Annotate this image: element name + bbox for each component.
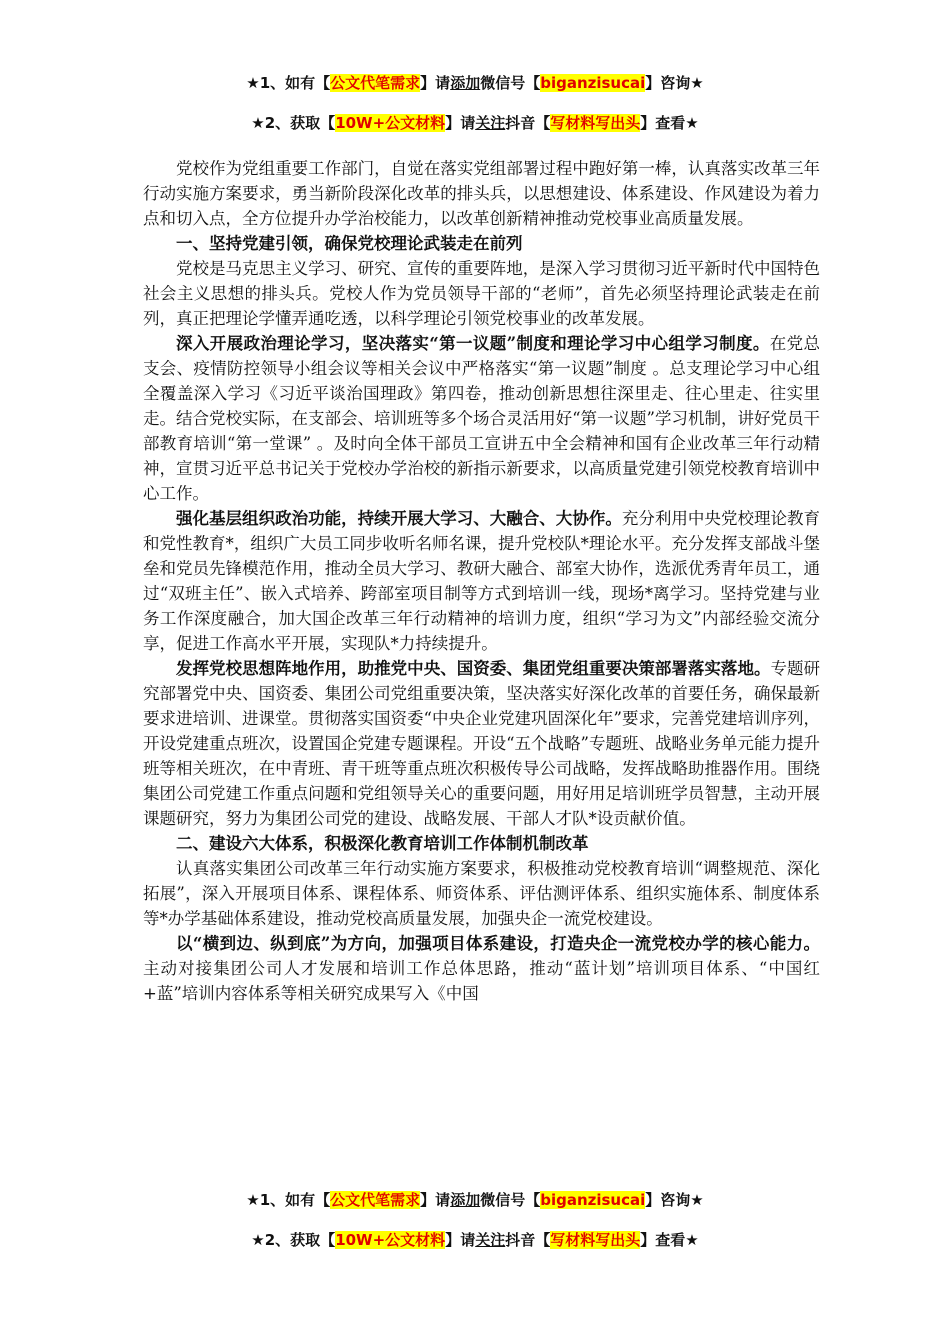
banner-highlight: biganzisucai — [540, 74, 646, 92]
promo-banner-bottom-2 — [0, 1229, 950, 1250]
paragraph-text: 充分利用中央党校理论教育和党性教育*，组织广大员工同步收听名师名课，提升党校队*理论水平。充分发挥支部战斗堡垒和党员先锋模范作用，推动全员大学习、教研大融合、部室大协作，选派优秀青年员工，通过“双班主任”、嵌入式培养、跨部室项目制等方式到培训一线，现场*离学习。坚持党建与业务工作深度融合，加大国企改革三年行动精神的培训力度，组织“学习为文”内部经验交流分享，促进工作高水平开展，实现队*力持续提升。 — [143, 509, 821, 653]
banner-text: 抖音【 — [505, 114, 551, 132]
banner-highlight: 10W+公文材料 — [335, 114, 446, 132]
banner-underline: 添加 — [450, 1191, 481, 1209]
banner-highlight: biganzisucai — [540, 1191, 646, 1209]
banner-highlight: 公文代笔需求 — [330, 74, 421, 92]
paragraph-text: 主动对接集团公司人才发展和培训工作总体思路，推动“蓝计划”培训项目体系、“中国红+蓝”培训内容体系等相关研究成果写入《中国 — [143, 959, 820, 1003]
banner-text: ★2、获取【 — [251, 1231, 336, 1249]
banner-highlight: 公文代笔需求 — [330, 1191, 421, 1209]
banner-text: ★1、如有【 — [246, 74, 331, 92]
banner-underline: 关注 — [475, 114, 506, 132]
banner-text: ★2、获取【 — [251, 114, 336, 132]
paragraph-7 — [143, 931, 820, 1006]
banner-text: 微信号【 — [480, 1191, 541, 1209]
paragraph-lead: 深入开展政治理论学习，坚决落实“第一议题”制度和理论学习中心组学习制度。 — [176, 334, 770, 353]
banner-text: 】请 — [420, 1191, 451, 1209]
banner-text: 】咨询★ — [645, 74, 704, 92]
section-heading-1: 一、坚持党建引领，确保党校理论武装走在前列 — [176, 234, 523, 253]
paragraph-lead: 强化基层组织政治功能，持续开展大学习、大融合、大协作。 — [176, 509, 622, 528]
promo-banner-top-1 — [0, 72, 950, 93]
paragraph-4 — [143, 506, 820, 656]
paragraph-3 — [143, 331, 820, 506]
banner-highlight: 10W+公文材料 — [335, 1231, 446, 1249]
banner-highlight: 写材料写出头 — [550, 1231, 641, 1249]
banner-text: 】请 — [445, 1231, 476, 1249]
banner-text: 微信号【 — [480, 74, 541, 92]
section-heading-2: 二、建设六大体系，积极深化教育培训工作体制机制改革 — [176, 834, 589, 853]
promo-banner-top-2 — [0, 112, 950, 133]
paragraph-lead: 发挥党校思想阵地作用，助推党中央、国资委、集团党组重要决策部署落实落地。 — [176, 659, 771, 678]
banner-underline: 关注 — [475, 1231, 506, 1249]
banner-text: 】请 — [445, 114, 476, 132]
banner-text: 】查看★ — [640, 114, 699, 132]
paragraph-text: 在党总支会、疫情防控领导小组会议等相关会议中严格落实“第一议题”制度 。总支理论学习中心组全覆盖深入学习《习近平谈治国理政》第四卷，推动创新思想往深里走、往心里走、往实里走。结合党校实际，在支部会、培训班等多个场合灵活用好“第一议题”学习机制，讲好党员干部教育培训“第一堂课” 。及时向全体干部员工宣讲五中全会精神和国有企业改革三年行动精神，宣贯习近平总书记关于党校办学治校的新指示新要求，以高质量党建引领党校教育培训中心工作。 — [143, 334, 820, 503]
promo-banner-bottom-1 — [0, 1189, 950, 1210]
banner-text: 】查看★ — [640, 1231, 699, 1249]
paragraph-5 — [143, 656, 820, 831]
paragraph-2: 党校是马克思主义学习、研究、宣传的重要阵地，是深入学习贯彻习近平新时代中国特色社会主义思想的排头兵。党校人作为党员领导干部的“老师”，首先必须坚持理论武装走在前列，真正把理论学懂弄通吃透，以科学理论引领党校事业的改革发展。 — [143, 259, 820, 328]
paragraph-6: 认真落实集团公司改革三年行动实施方案要求，积极推动党校教育培训“调整规范、深化拓展”，深入开展项目体系、课程体系、师资体系、评估测评体系、组织实施体系、制度体系等*办学基础体系建设，推动党校高质量发展，加强央企一流党校建设。 — [143, 859, 820, 928]
banner-underline: 添加 — [450, 74, 481, 92]
banner-text: 】请 — [420, 74, 451, 92]
banner-text: ★1、如有【 — [246, 1191, 331, 1209]
paragraph-intro: 党校作为党组重要工作部门，自觉在落实党组部署过程中跑好第一棒，认真落实改革三年行动实施方案要求，勇当新阶段深化改革的排头兵，以思想建设、体系建设、作风建设为着力点和切入点，全方位提升办学治校能力，以改革创新精神推动党校事业高质量发展。 — [143, 159, 820, 228]
paragraph-text: 专题研究部署党中央、国资委、集团公司党组重要决策，坚决落实好深化改革的首要任务，确保最新要求进培训、进课堂。贯彻落实国资委“中央企业党建巩固深化年”要求，完善党建培训序列，开设党建重点班次，设置国企党建专题课程。开设“五个战略”专题班、战略业务单元能力提升班等相关班次，在中青班、青干班等重点班次积极传导公司战略，发挥战略助推器作用。围绕集团公司党建工作重点问题和党组领导关心的重要问题，用好用足培训班学员智慧，主动开展课题研究，努力为集团公司党的建设、战略发展、干部人才队*设贡献价值。 — [143, 659, 821, 828]
paragraph-lead: 以“横到边、纵到底”为方向，加强项目体系建设，打造央企一流党校办学的核心能力。 — [176, 934, 820, 953]
banner-text: 抖音【 — [505, 1231, 551, 1249]
banner-highlight: 写材料写出头 — [550, 114, 641, 132]
document-body — [143, 156, 820, 1006]
banner-text: 】咨询★ — [645, 1191, 704, 1209]
